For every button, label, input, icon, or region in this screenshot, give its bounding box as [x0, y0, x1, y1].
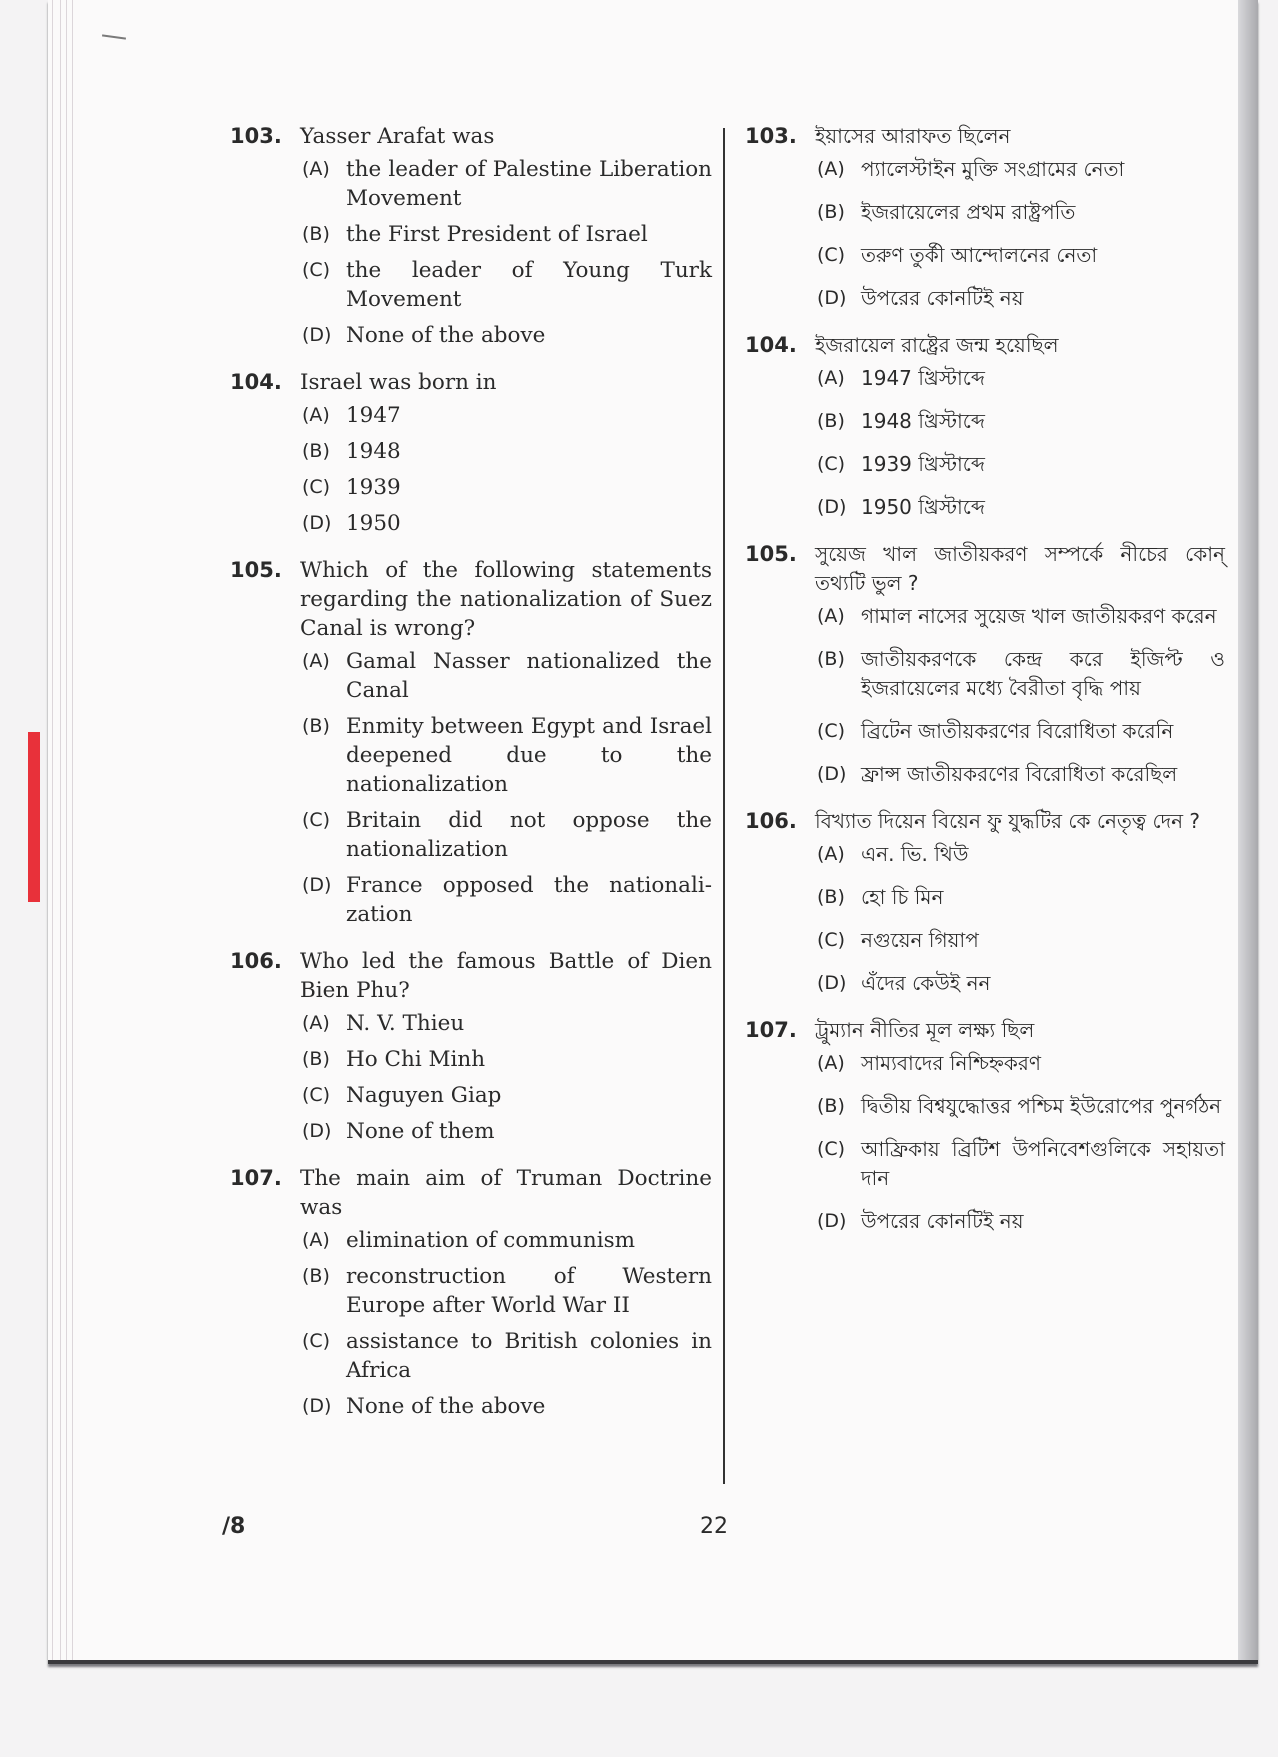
- red-page-tab: [28, 732, 40, 902]
- question-number: 106.: [745, 809, 797, 833]
- question-number: 105.: [230, 558, 282, 582]
- option-text: 1950: [346, 511, 401, 536]
- option-label: (C): [817, 244, 846, 266]
- question-stem: Who led the famous Battle of Dien Bien Phu?: [300, 949, 712, 1003]
- option-label: (B): [302, 440, 330, 462]
- option-c: [302, 1081, 712, 1110]
- option-text: এঁদের কেউই নন: [861, 971, 991, 995]
- option-c: [817, 926, 1225, 955]
- question-104: [745, 331, 1225, 522]
- option-a: [817, 364, 1225, 393]
- option-d: [302, 871, 712, 929]
- question-107: [230, 1164, 712, 1421]
- option-d: [817, 1207, 1225, 1236]
- option-label: (C): [817, 929, 846, 951]
- option-c: [817, 450, 1225, 479]
- question-stem: বিখ্যাত দিয়েন বিয়েন ফু যুদ্ধটির কে নেতৃত্ব দেন ?: [815, 809, 1201, 833]
- question-stem: Israel was born in: [300, 370, 497, 395]
- option-text: গামাল নাসের সুয়েজ খাল জাতীয়করণ করেন: [861, 604, 1217, 628]
- option-text: জাতীয়করণকে কেন্দ্র করে ইজিপ্ট ও ইজরায়েলের মধ্যে বৈরীতা বৃদ্ধি পায়: [861, 647, 1225, 700]
- option-text: Britain did not oppose the nationalization: [346, 808, 712, 862]
- option-text: reconstruction of Western Europe after World War II: [346, 1264, 712, 1318]
- question-number: 103.: [745, 124, 797, 148]
- option-text: ইজরায়েলের প্রথম রাষ্ট্রপতি: [861, 200, 1076, 224]
- options-list: [302, 155, 712, 350]
- option-text: France opposed the nationali- zation: [346, 873, 712, 927]
- option-text: নগুয়েন গিয়াপ: [861, 928, 979, 952]
- question-stem: সুয়েজ খাল জাতীয়করণ সম্পর্কে নীচের কোন্ তথ্যটি ভুল ?: [815, 542, 1225, 595]
- option-text: 1950 খ্রিস্টাব্দে: [861, 495, 985, 519]
- option-b: [817, 883, 1225, 912]
- question-number: 103.: [230, 124, 282, 148]
- option-label: (B): [817, 648, 845, 670]
- option-label: (D): [302, 512, 332, 534]
- option-text: 1939 খ্রিস্টাব্দে: [861, 452, 985, 476]
- option-a: [302, 401, 712, 430]
- option-label: (A): [817, 158, 845, 180]
- question-stem: ট্রুম্যান নীতির মূল লক্ষ্য ছিল: [815, 1018, 1035, 1042]
- option-text: 1948: [346, 439, 401, 464]
- question-104: [230, 368, 712, 538]
- option-text: None of the above: [346, 323, 546, 348]
- options-list: [302, 1226, 712, 1421]
- question-number: 105.: [745, 542, 797, 566]
- question-number: 106.: [230, 949, 282, 973]
- options-list: [302, 1009, 712, 1146]
- option-label: (D): [817, 972, 847, 994]
- option-label: (C): [302, 1330, 331, 1352]
- option-d: [302, 1117, 712, 1146]
- question-107: [745, 1016, 1225, 1236]
- option-label: (D): [817, 287, 847, 309]
- option-text: Gamal Nasser nationalized the Canal: [346, 649, 712, 703]
- option-label: (A): [302, 158, 330, 180]
- option-c: [302, 473, 712, 502]
- options-list: [817, 602, 1225, 789]
- option-label: (C): [302, 476, 331, 498]
- option-text: এন. ভি. থিউ: [861, 842, 969, 866]
- question-number: 104.: [745, 333, 797, 357]
- question-stem: The main aim of Truman Doctrine was: [300, 1166, 712, 1220]
- option-b: [302, 1045, 712, 1074]
- option-text: Enmity between Egypt and Israel deepened due to the nationalization: [346, 714, 712, 797]
- option-text: দ্বিতীয় বিশ্বযুদ্ধোত্তর পশ্চিম ইউরোপের পুনর্গঠন: [861, 1094, 1222, 1118]
- option-label: (D): [302, 324, 332, 346]
- option-label: (B): [302, 223, 330, 245]
- options-list: [817, 155, 1225, 313]
- option-c: [817, 241, 1225, 270]
- question-number: 104.: [230, 370, 282, 394]
- question-105: [230, 556, 712, 929]
- option-label: (C): [817, 453, 846, 475]
- option-d: [302, 1392, 712, 1421]
- option-label: (B): [817, 410, 845, 432]
- option-text: 1947: [346, 403, 401, 428]
- booklet-code: /8: [222, 1514, 246, 1539]
- option-text: assistance to British colonies in Africa: [346, 1329, 712, 1383]
- options-list: [817, 1049, 1225, 1236]
- english-column: [230, 122, 712, 1439]
- option-label: (A): [817, 843, 845, 865]
- option-c: [817, 1135, 1225, 1193]
- option-b: [817, 407, 1225, 436]
- question-105: [745, 540, 1225, 789]
- question-106: [230, 947, 712, 1146]
- option-text: উপরের কোনটিই নয়: [861, 286, 1024, 310]
- option-label: (C): [302, 259, 331, 281]
- option-text: হো চি মিন: [861, 885, 944, 909]
- option-b: [302, 220, 712, 249]
- option-text: সাম্যবাদের নিশ্চিহ্নকরণ: [861, 1051, 1041, 1075]
- option-d: [817, 493, 1225, 522]
- option-label: (D): [302, 1120, 332, 1142]
- option-label: (B): [817, 886, 845, 908]
- option-b: [817, 1092, 1225, 1121]
- option-c: [302, 1327, 712, 1385]
- option-label: (A): [302, 650, 330, 672]
- question-number: 107.: [230, 1166, 282, 1190]
- option-text: the First President of Israel: [346, 222, 648, 247]
- option-d: [817, 760, 1225, 789]
- option-label: (C): [817, 720, 846, 742]
- option-label: (A): [302, 404, 330, 426]
- option-d: [817, 284, 1225, 313]
- option-b: [302, 712, 712, 799]
- option-label: (A): [817, 605, 845, 627]
- option-label: (B): [302, 1265, 330, 1287]
- option-a: [817, 1049, 1225, 1078]
- column-divider: [723, 128, 725, 1484]
- option-text: None of them: [346, 1119, 495, 1144]
- option-a: [817, 840, 1225, 869]
- page-edge-shadow: [1238, 0, 1258, 1660]
- question-stem: ইয়াসের আরাফত ছিলেন: [815, 124, 1011, 148]
- option-label: (D): [817, 763, 847, 785]
- option-c: [302, 806, 712, 864]
- option-d: [817, 969, 1225, 998]
- option-label: (C): [817, 1138, 846, 1160]
- option-label: (D): [817, 1210, 847, 1232]
- page-number: 22: [700, 1514, 728, 1539]
- option-text: the leader of Young Turk Movement: [346, 258, 712, 312]
- option-label: (B): [302, 1048, 330, 1070]
- option-text: প্যালেস্টাইন মুক্তি সংগ্রামের নেতা: [861, 157, 1125, 181]
- option-b: [817, 645, 1225, 703]
- options-list: [817, 364, 1225, 522]
- option-text: তরুণ তুর্কী আন্দোলনের নেতা: [861, 243, 1098, 267]
- option-label: (A): [817, 367, 845, 389]
- option-a: [302, 1009, 712, 1038]
- option-a: [817, 602, 1225, 631]
- question-103: [745, 122, 1225, 313]
- question-103: [230, 122, 712, 350]
- option-b: [817, 198, 1225, 227]
- option-text: Naguyen Giap: [346, 1083, 502, 1108]
- option-label: (A): [817, 1052, 845, 1074]
- option-text: N. V. Thieu: [346, 1011, 465, 1036]
- booklet-spine: [48, 0, 118, 1660]
- option-a: [302, 1226, 712, 1255]
- question-stem: Yasser Arafat was: [300, 124, 495, 149]
- option-label: (C): [302, 809, 331, 831]
- option-text: the leader of Palestine Liberation Movement: [346, 157, 712, 211]
- bengali-column: [745, 122, 1225, 1254]
- question-stem: Which of the following statements regarding the nationalization of Suez Canal is wrong?: [300, 558, 712, 641]
- option-label: (B): [817, 1095, 845, 1117]
- option-a: [302, 155, 712, 213]
- option-b: [302, 1262, 712, 1320]
- option-text: Ho Chi Minh: [346, 1047, 486, 1072]
- question-106: [745, 807, 1225, 998]
- option-text: 1948 খ্রিস্টাব্দে: [861, 409, 985, 433]
- options-list: [302, 647, 712, 929]
- option-text: আফ্রিকায় ব্রিটিশ উপনিবেশগুলিকে সহায়তা দান: [861, 1137, 1225, 1190]
- option-d: [302, 509, 712, 538]
- option-text: ফ্রান্স জাতীয়করণের বিরোধিতা করেছিল: [861, 762, 1178, 786]
- option-c: [817, 717, 1225, 746]
- option-b: [302, 437, 712, 466]
- question-stem: ইজরায়েল রাষ্ট্রের জন্ম হয়েছিল: [815, 333, 1059, 357]
- option-label: (B): [817, 201, 845, 223]
- option-a: [817, 155, 1225, 184]
- option-label: (B): [302, 715, 330, 737]
- option-label: (D): [302, 1395, 332, 1417]
- option-text: উপরের কোনটিই নয়: [861, 1209, 1024, 1233]
- question-number: 107.: [745, 1018, 797, 1042]
- option-text: None of the above: [346, 1394, 546, 1419]
- option-text: elimination of communism: [346, 1228, 636, 1253]
- option-label: (A): [302, 1229, 330, 1251]
- option-text: 1939: [346, 475, 401, 500]
- option-label: (D): [817, 496, 847, 518]
- option-d: [302, 321, 712, 350]
- option-label: (A): [302, 1012, 330, 1034]
- option-label: (C): [302, 1084, 331, 1106]
- option-text: 1947 খ্রিস্টাব্দে: [861, 366, 985, 390]
- option-a: [302, 647, 712, 705]
- option-c: [302, 256, 712, 314]
- option-label: (D): [302, 874, 332, 896]
- option-text: ব্রিটেন জাতীয়করণের বিরোধিতা করেনি: [861, 719, 1174, 743]
- options-list: [302, 401, 712, 538]
- options-list: [817, 840, 1225, 998]
